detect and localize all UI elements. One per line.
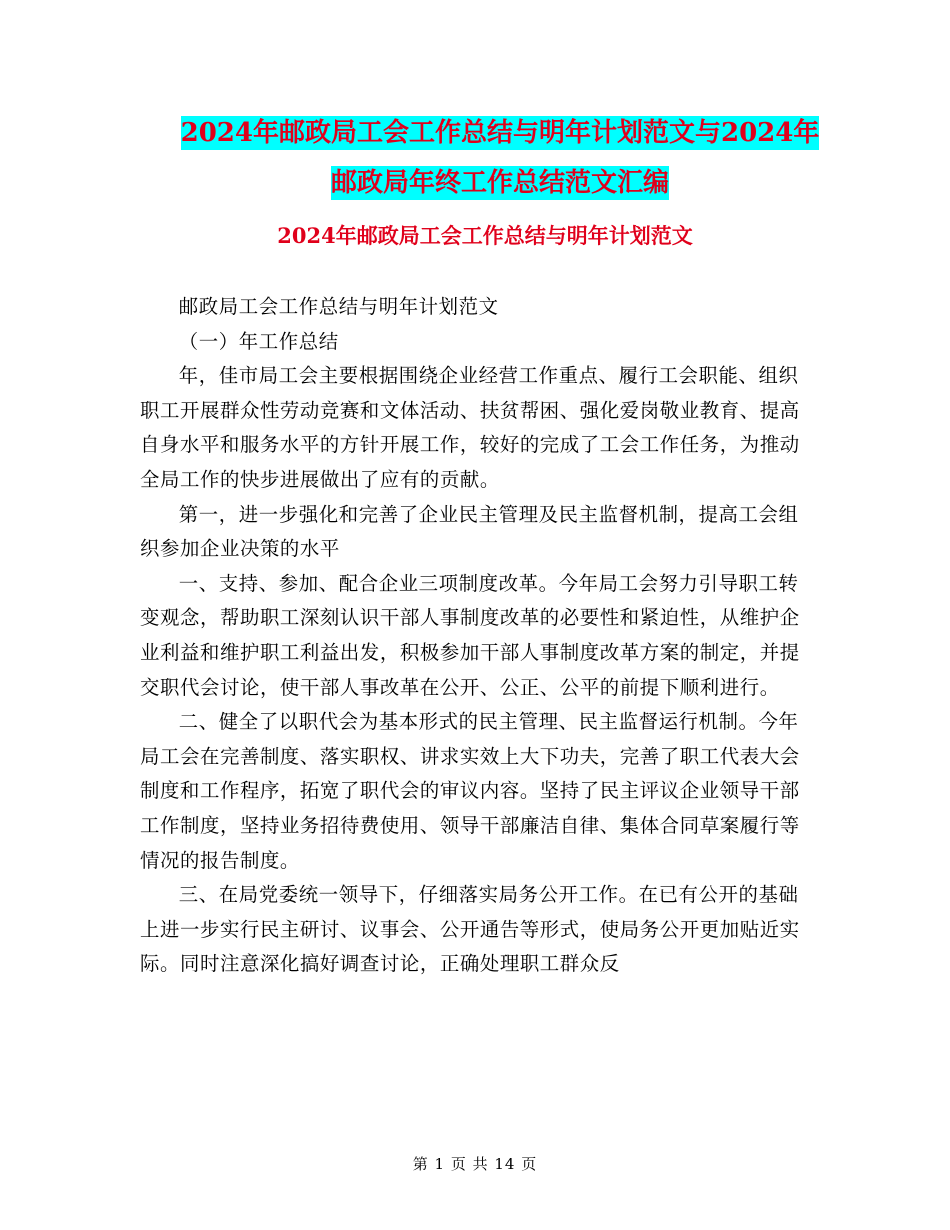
paragraph: 三、在局党委统一领导下，仔细落实局务公开工作。在已有公开的基础上进一步实行民主研讨、议事会、公开通告等形式，使局务公开更加贴近实际。同时注意深化搞好调查讨论，正确处理职工群众反: [140, 883, 800, 976]
title-line-1: 2024年邮政局工会工作总结与明年计划范文与2024年: [180, 118, 820, 148]
document-title: [140, 108, 860, 208]
paragraph: 第一，进一步强化和完善了企业民主管理及民主监督机制，提高工会组织参加企业决策的水平: [140, 502, 799, 561]
paragraph: 邮政局工会工作总结与明年计划范文: [178, 295, 499, 318]
document-body: [140, 290, 816, 982]
paragraph: 年，佳市局工会主要根据围绕企业经营工作重点、履行工会职能、组织职工开展群众性劳动竞赛和文体活动、扶贫帮困、强化爱岗敬业教育、提高自身水平和服务水平的方针开展工作，较好的完成了工会工作任务，为推动全局工作的快步进展做出了应有的贡献。: [140, 364, 800, 491]
paragraph: 一、支持、参加、配合企业三项制度改革。今年局工会努力引导职工转变观念，帮助职工深刻认识干部人事制度改革的必要性和紧迫性，从维护企业利益和维护职工利益出发，积极参加干部人事制度改革方案的制定，并提交职代会讨论，使干部人事改革在公开、公正、公平的前提下顺利进行。: [140, 571, 800, 699]
paragraph: 二、健全了以职代会为基本形式的民主管理、民主监督运行机制。今年局工会在完善制度、落实职权、讲求实效上大下功夫，完善了职工代表大会制度和工作程序，拓宽了职代会的审议内容。坚持了民主评议企业领导干部工作制度，坚持业务招待费使用、领导干部廉洁自律、集体合同草案履行等情况的报告制度。: [140, 710, 800, 872]
paragraph: （一）年工作总结: [178, 329, 339, 353]
title-line-2: 邮政局年终工作总结范文汇编: [330, 168, 669, 198]
section-title: 2024年邮政局工会工作总结与明年计划范文: [277, 223, 693, 248]
page-footer: 第 1 页 共 14 页: [412, 1155, 538, 1173]
